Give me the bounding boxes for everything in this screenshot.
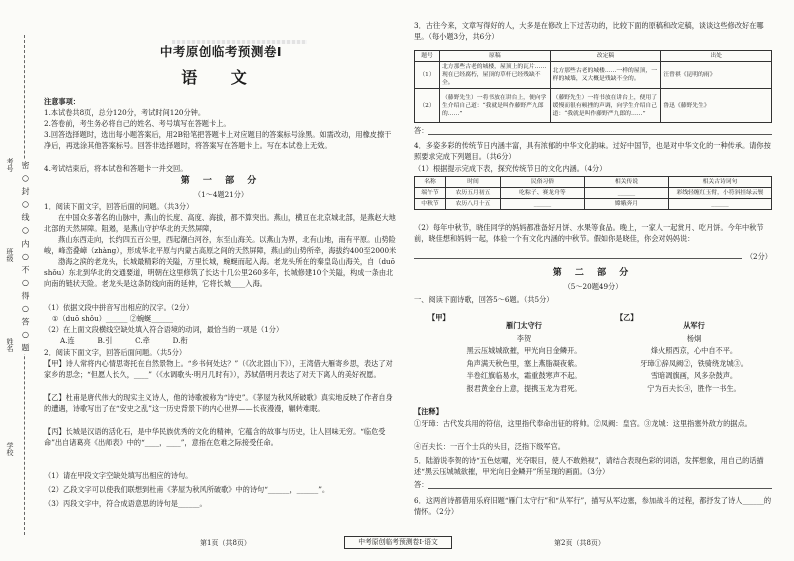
part-2-range: （5～20题49分） xyxy=(563,282,623,291)
poem-jia-tag: 【甲】 xyxy=(428,313,450,322)
question-3-answer-line[interactable] xyxy=(428,134,772,135)
q3-row2-revised: （藤野先生）一将书放在讲台上，便用了缓慢而很有顿挫的声调，向学生介绍自己道：“我就是叫作藤野严九郎的……” xyxy=(550,89,661,123)
part-2-title: 第 二 部 分 xyxy=(552,268,634,278)
question-4-stem: 4．多姿多彩的传统节日内涵丰富，具有浓郁的中华文化韵味。过好中国节，也是对中华文化的一种传承。请你按照要求完成下列题目。（共6分） xyxy=(414,141,771,161)
q3-row1-no: （1） xyxy=(415,62,440,89)
page-2-footer: 第2页（共8页） xyxy=(554,539,605,547)
question-2-stem: 2．阅读下面文字，回答后面问题。（共5分） xyxy=(44,348,187,357)
question-5-answer-label: 答： xyxy=(414,480,429,489)
seal-warning-text: 密 ○ 封 ○ 线 ○ 内 ○ 不 ○ 得 ○ 答 ○ 题 xyxy=(21,161,30,353)
question-2-passage-yi: 【乙】杜甫是唐代伟大的现实主义诗人，他的诗歌被称为“诗史”。《茅屋为秋风所破歌》真实地反映了作者自身的遭遇，诗歌写出了在“安史之乱”这一历史背景下的内心世界——长夜漫漫，辗转难眠。 xyxy=(44,393,393,413)
notice-title: 注意事项： xyxy=(44,97,80,106)
q4-row1-customs: 吃粽子、赛龙舟等 xyxy=(501,188,585,199)
poem-yi xyxy=(624,320,764,395)
q4-row1-name: 端午节 xyxy=(415,188,446,199)
poem-yi-line-3: 雪暗凋旗画，风多杂鼓声。 xyxy=(650,371,738,380)
poem-jia-line-3: 半卷红旗临易水，霜重鼓寒声不起。 xyxy=(466,371,582,380)
q4-row2-poem-blank[interactable]: ______ xyxy=(669,199,772,210)
q3-row2-no: （2） xyxy=(415,89,440,123)
question-2-passage-bing: 【丙】长城是汉语的活化石，是中华民族优秀的文化的精神，它蕴含的故事与历史，让人回味无穷。“临危受命”出自诸葛亮《出师表》中的“____，____”，意指在危难之际接受任命。 xyxy=(44,427,386,447)
q4-row2-time: 农历八月十五 xyxy=(446,199,501,210)
note-2: ④百夫长：一百个士兵的头目，泛指下级军官。 xyxy=(414,442,565,451)
note-1: ①牙璋：古代发兵用的符信，这里指代奉命出征的将帅。②凤阙：皇宫。③龙城：这里指塞外敌方的据点。 xyxy=(414,419,752,428)
q4-header-name: 名称 xyxy=(415,177,446,188)
question-3-table xyxy=(414,50,772,123)
question-1-passage-3: 渤海之滨的老龙头，长城最精彩的关隘，万里长城，蜿蜒而起入海。老龙头所在的秦皇岛山海关，自（duō shǒu）东北到华北的交通要道，明朝在这里修筑了长达十几公里260多年，长城修建10个关隘，构成一条由北向南的链状天险。老龙头是这条防线向南的延伸，它将长城____入海。 xyxy=(44,257,395,288)
q4-row2-customs-blank[interactable]: ______ xyxy=(501,199,585,210)
poem-yi-line-1: 烽火照西京，心中自不平。 xyxy=(650,346,738,355)
q3-row2-source: 鲁迅《藤野先生》 xyxy=(661,89,772,123)
q3-header-source: 出处 xyxy=(661,51,772,62)
question-2-part-1: （1）请在甲段文字空缺处填写出相应的诗句。 xyxy=(44,471,193,480)
page-1-footer: 第1页（共8页） xyxy=(200,539,251,547)
question-2-part-2: （2）乙段文字可以使我们联想到杜甫《茅屋为秋风所破歌》中的诗句“______，______”。 xyxy=(44,485,330,494)
q4-row2-name: 中秋节 xyxy=(415,199,446,210)
q3-row1-source: 汪曾祺《昆明的雨》 xyxy=(661,62,772,89)
q3-row2-original: （藤野先生）一将书放在讲台上，便向学生介绍自己道：“我就是叫作藤野严九郎的……” xyxy=(440,89,551,123)
question-1-passage-1: 在中国众多著名的山脉中，燕山的长度、高度、海拔，都不算突出。燕山，横亘在北京城北部，是燕赵大地北部的天然屏障。阻遏，是燕山守护华北的天然屏障， xyxy=(44,213,396,233)
q4-header-poem: 相关古诗词句 xyxy=(669,177,772,188)
poem-jia-line-4: 报君黄金台上意，提携玉龙为君死。 xyxy=(466,383,582,393)
poem-jia-author: 李贺 xyxy=(516,333,532,343)
poem-jia xyxy=(454,320,594,395)
question-1-stem: 1．阅读下面文字，回答后面的问题。（共3分） xyxy=(44,202,194,211)
gutter-label-school: 学校 xyxy=(6,442,14,456)
question-5: 5．陆游说李贺的诗“五色炫曜，光夺眼目，使人不敢熟视”，请结合表现色彩的词语，发挥想象，用自己的话描述“黑云压城城欲摧，甲光向日金鳞开”所呈现的画面。（3分） xyxy=(414,456,764,476)
q3-header-original: 原稿 xyxy=(440,51,551,62)
question-1-options: A.连 B.引 C.牵 D.衔 xyxy=(60,336,188,345)
page-2 xyxy=(414,0,772,561)
q3-header-no: 题号 xyxy=(415,51,440,62)
question-1-blanks: ①（duō shǒu）______ ②蜿蜒______ xyxy=(52,314,173,323)
binding-gutter xyxy=(0,0,40,561)
q3-header-revised: 改定稿 xyxy=(550,51,661,62)
q4-header-legend: 相关传说 xyxy=(585,177,669,188)
notes-title: 【注释】 xyxy=(414,407,443,416)
q4-row2-legend: 嫦娥奔月 xyxy=(585,199,669,210)
poem-yi-author: 杨炯 xyxy=(686,333,702,343)
center-footer: 中考原创临考预测卷Ⅰ·语文 xyxy=(344,536,452,549)
question-1-part-1: （1）依据文段中拼音写出相应的汉字。（2分） xyxy=(44,303,194,312)
question-3-answer-label: 答： xyxy=(414,126,429,135)
question-4-part-2-score: （2分） xyxy=(745,252,772,261)
question-2-passage-jia: 【甲】诗人常将内心情思寄托在自然景物上。“乡书何处达？”（《次北固山下》），王湾借大雁寄乡思，表达了对家乡的思念；“但愿人长久，____”（《水调歌头·明月几时有》），苏轼借明月表达了对天下离人的美好祝愿。 xyxy=(44,359,393,379)
question-4-part-2: （2）每年中秋节，晓佳同学的妈妈都准备好月饼、水果等食品。晚上，一家人一起赏月、吃月饼。今年中秋节前，晓佳想和妈妈一起，体验一个有文化内涵的中秋节。假如你是晓佳，你会对妈妈说： xyxy=(414,223,764,243)
part-1-title: 第 一 部 分 xyxy=(180,176,262,186)
q3-row1-original: 北方那些古老的城楼，屋顶上的瓦片……现在已经腐朽，屋顶的草杆已经残缺不全。 xyxy=(440,62,551,89)
question-5-answer-line[interactable] xyxy=(428,488,772,489)
poem-jia-line-2: 角声满天秋色里，塞上燕脂凝夜紫。 xyxy=(466,358,582,368)
subject-title: 语 文 xyxy=(181,68,261,87)
poem-jia-title: 雁门太守行 xyxy=(506,321,542,330)
gutter-label-class: 班级 xyxy=(6,248,14,262)
notice-2: 2.答卷前，考生务必将自己的姓名、考号填写在答题卡上。 xyxy=(44,119,231,128)
q4-row1-legend-blank[interactable]: ______ xyxy=(585,188,669,199)
question-1-passage-2: 燕山东西走向，长约四五百公里，西起潮白河谷，东至山海关。以燕山为界，北有山地，南有平原。山势险峻，峰峦叠嶂（zhàng），形成华北平原与内蒙古高原之间的天然屏障，燕山的山势所牵，海拔约400至2000米 xyxy=(44,235,397,255)
notice-1: 1.本试卷共8页，总分120分，考试时间120分钟。 xyxy=(44,108,206,117)
poem-jia-line-1: 黑云压城城欲摧，甲光向日金鳞开。 xyxy=(466,346,582,355)
notice-4: 4.考试结束后，将本试卷和答题卡一并交回。 xyxy=(44,164,188,173)
exam-title: 中考原创临考预测卷Ⅰ xyxy=(159,44,283,59)
poem-yi-line-2: 牙璋①辞凤阙②，铁骑绕龙城③。 xyxy=(640,358,748,368)
gutter-label-name: 姓名 xyxy=(6,338,14,352)
q4-row1-poem: 彩线轻缠红玉臂，小符斜挂绿云鬟 xyxy=(669,188,772,199)
question-2-part-3: （3）丙段文字中，符合成语意思的诗句是______。 xyxy=(44,499,207,508)
poem-yi-title: 从军行 xyxy=(683,321,705,330)
question-1-part-2: （2）在上面文段横线空缺处填入符合语境的动词，最恰当的一项是（1分） xyxy=(44,325,284,334)
poem-yi-tag: 【乙】 xyxy=(616,313,638,322)
q3-row1-revised: 北方那些古老的城楼……一样的屋顶，一样的城墙，又大概是残缺不全的。 xyxy=(550,62,661,89)
question-3-stem: 3．古往今来，文章写得好的人，大多是在修改上下过苦功的，比较下面的原稿和改定稿，谈谈这些修改好在哪里。（每小题3分，共6分） xyxy=(414,21,764,41)
poem-yi-line-4: 宁为百夫长④，胜作一书生。 xyxy=(647,383,741,393)
notice-3: 3.回答选择题时，选出每小题答案后，用2B铅笔把答题卡上对应题目的答案标号涂黑。如需改动，用橡皮擦干净后，再选涂其他答案标号。回答非选择题时，将答案写在答题卡上。写在本试卷上无效。 xyxy=(44,130,392,150)
q4-row1-time: 农历五月初五 xyxy=(446,188,501,199)
section-1-heading: 一、阅读下面诗歌，回答5～6题。（共5分） xyxy=(414,295,554,304)
page-1 xyxy=(44,0,398,561)
question-4-part-1: （1）根据提示完成下表，探究传统节日的文化内涵。（4分） xyxy=(414,164,607,173)
q4-header-customs: 民俗习俗 xyxy=(501,177,585,188)
part-1-range: （1～4题21分） xyxy=(193,190,249,199)
question-4-table xyxy=(414,176,772,210)
q4-header-time: 时间 xyxy=(446,177,501,188)
gutter-label-exam-no: 考号 xyxy=(6,158,14,172)
question-6: 6．这两首诗都借用乐府旧题“雁门太守行”和“从军行”，描写从军边塞，参加战斗的过程，都抒发了诗人______的情怀。（2分） xyxy=(414,496,772,516)
question-4-answer-line[interactable] xyxy=(414,258,742,259)
